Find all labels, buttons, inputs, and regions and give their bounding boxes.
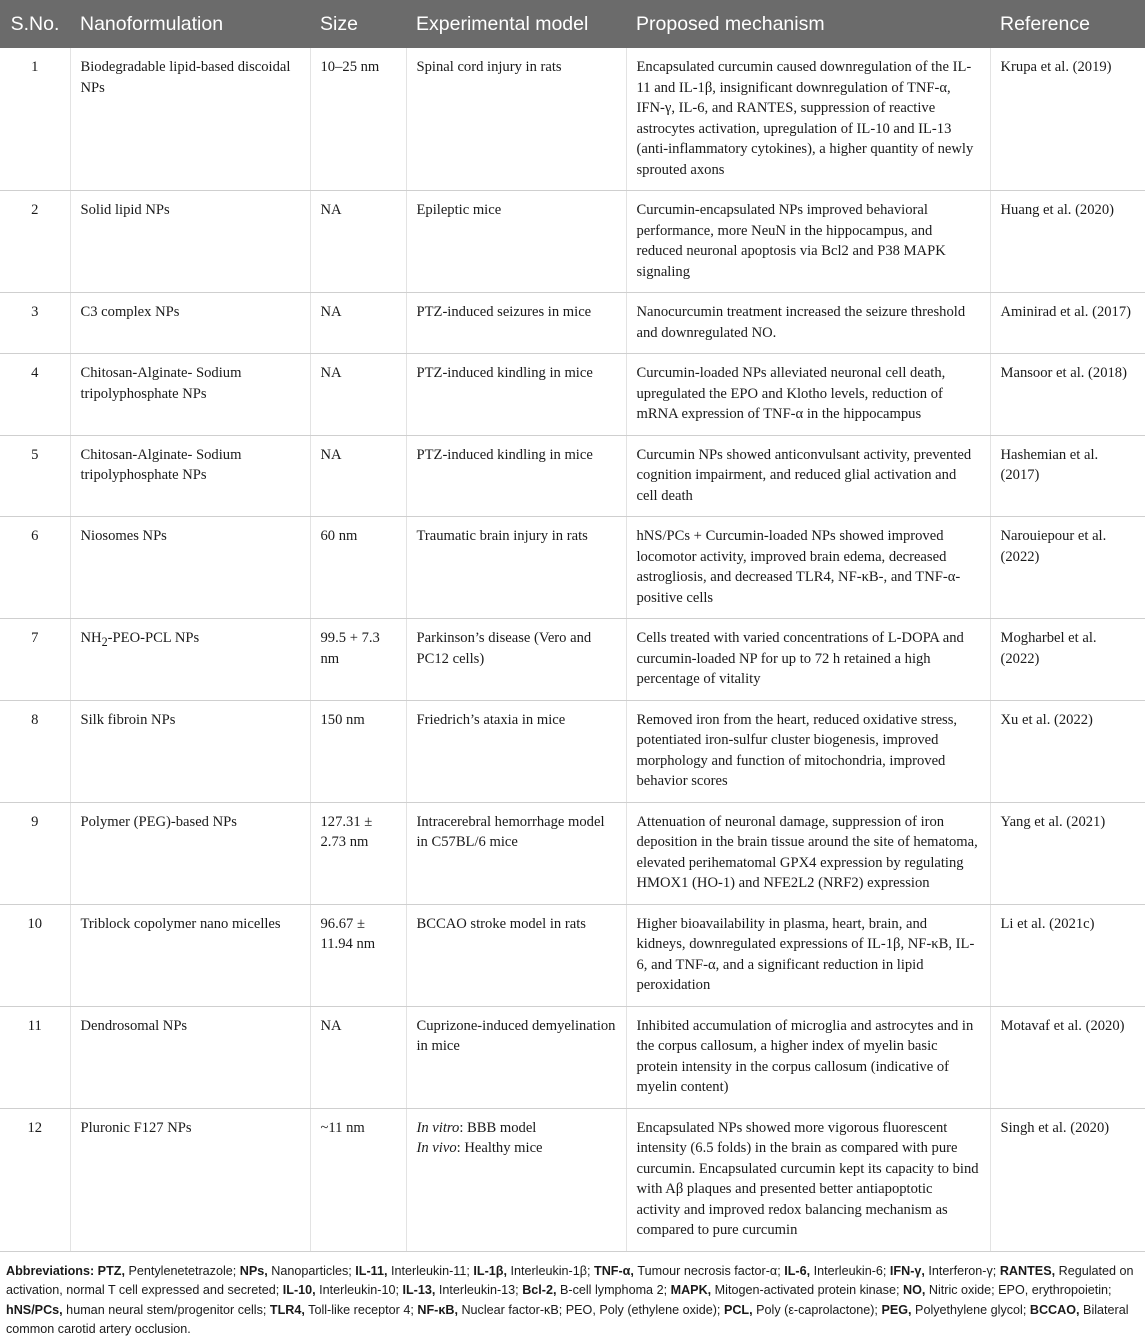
- table-row: [0, 802, 1145, 904]
- cell-mechanism: Encapsulated curcumin caused downregulation of the IL-11 and IL-1β, insignificant downregulation of TNF-α, IFN-γ, IL-6, and RANTES, suppression of reactive astrocytes activation, upregulation of IL-10 and IL-13 (anti-inflammatory cytokines), a higher quantity of newly sprouted axons: [626, 48, 990, 191]
- abbr-term: hNS/PCs,: [6, 1302, 63, 1317]
- cell-size: 99.5 + 7.3 nm: [310, 619, 406, 701]
- table-body: [0, 48, 1145, 1251]
- header-row: [0, 0, 1145, 48]
- in-vitro-label: In vitro: [416, 1119, 460, 1136]
- abbr-def: Pentylenetetrazole;: [124, 1263, 240, 1278]
- cell-size: 10–25 nm: [310, 48, 406, 191]
- abbr-def: Interleukin-11;: [387, 1263, 474, 1278]
- abbr-def: Nitric oxide; EPO, erythropoietin;: [925, 1283, 1112, 1297]
- abbr-term: MAPK,: [670, 1283, 712, 1297]
- table-row: [0, 904, 1145, 1006]
- cell-reference: Yang et al. (2021): [990, 802, 1145, 904]
- cell-mechanism: Encapsulated NPs showed more vigorous fluorescent intensity (6.5 folds) in the brain as compared with pure curcumin. Encapsulated curcumin kept its capacity to bind with Aβ plaques and presented better antiapoptotic activity and improved redox balancing mechanism as compared to pure curcumin: [626, 1108, 990, 1251]
- cell-nanoformulation: C3 complex NPs: [70, 293, 310, 354]
- cell-size: 127.31 ± 2.73 nm: [310, 802, 406, 904]
- cell-mechanism: Curcumin NPs showed anticonvulsant activity, prevented cognition impairment, and reduced glial activation and cell death: [626, 435, 990, 517]
- nano-suffix: -PEO-PCL NPs: [107, 630, 200, 646]
- cell-reference: Li et al. (2021c): [990, 904, 1145, 1006]
- cell-experimental-model: Parkinson’s disease (Vero and PC12 cells): [406, 619, 626, 701]
- cell-mechanism: Cells treated with varied concentrations of L-DOPA and curcumin-loaded NP for up to 72 h retained a high percentage of vitality: [626, 619, 990, 701]
- abbreviations-label: Abbreviations:: [6, 1263, 95, 1278]
- table-row: [0, 354, 1145, 436]
- cell-experimental-model: PTZ-induced kindling in mice: [406, 354, 626, 436]
- abbr-def: Polyethylene glycol;: [911, 1302, 1030, 1317]
- cell-reference: Hashemian et al. (2017): [990, 435, 1145, 517]
- cell-nanoformulation: Pluronic F127 NPs: [70, 1108, 310, 1251]
- abbr-def: Toll-like receptor 4;: [304, 1302, 418, 1317]
- cell-mechanism: Curcumin-encapsulated NPs improved behavioral performance, more NeuN in the hippocampus, and reduced neuronal apoptosis via Bcl2 and P38 MAPK signaling: [626, 191, 990, 293]
- table-row: [0, 517, 1145, 619]
- cell-nanoformulation: Dendrosomal NPs: [70, 1006, 310, 1108]
- abbr-term: PTZ,: [97, 1263, 125, 1278]
- cell-experimental-model: [406, 1108, 626, 1251]
- table-header: [0, 0, 1145, 48]
- cell-nanoformulation: Biodegradable lipid-based discoidal NPs: [70, 48, 310, 191]
- cell-nanoformulation: Niosomes NPs: [70, 517, 310, 619]
- cell-mechanism: Removed iron from the heart, reduced oxidative stress, potentiated iron-sulfur cluster biogenesis, improved morphology and function of mitochondria, improved behavior scores: [626, 700, 990, 802]
- in-vivo-label: In vivo: [416, 1140, 457, 1156]
- abbreviations-footnote: [0, 1252, 1145, 1340]
- abbr-def: human neural stem/progenitor cells;: [62, 1302, 270, 1317]
- abbr-def: Nanoparticles;: [267, 1263, 356, 1278]
- cell-size: NA: [310, 435, 406, 517]
- cell-sno: 2: [0, 191, 70, 293]
- cell-reference: Huang et al. (2020): [990, 191, 1145, 293]
- abbr-term: NF-κB,: [417, 1302, 458, 1317]
- cell-reference: Narouiepour et al. (2022): [990, 517, 1145, 619]
- abbr-term: IL-11,: [355, 1263, 388, 1278]
- abbr-def: Interleukin-6;: [810, 1263, 890, 1278]
- cell-size: NA: [310, 1006, 406, 1108]
- table-row: [0, 191, 1145, 293]
- cell-sno: 7: [0, 619, 70, 701]
- cell-experimental-model: Traumatic brain injury in rats: [406, 517, 626, 619]
- cell-experimental-model: Friedrich’s ataxia in mice: [406, 700, 626, 802]
- abbr-term: PCL,: [723, 1302, 753, 1317]
- abbr-def: Interleukin-1β;: [506, 1263, 594, 1278]
- table-row: [0, 619, 1145, 701]
- cell-experimental-model: BCCAO stroke model in rats: [406, 904, 626, 1006]
- header-experimental-model: Experimental model: [416, 12, 589, 35]
- cell-size: NA: [310, 191, 406, 293]
- abbr-term: IL-6,: [784, 1263, 811, 1278]
- cell-sno: 5: [0, 435, 70, 517]
- abbr-term: IL-1β,: [473, 1263, 507, 1278]
- cell-nanoformulation: Triblock copolymer nano micelles: [70, 904, 310, 1006]
- cell-nanoformulation: Silk fibroin NPs: [70, 700, 310, 802]
- cell-nanoformulation: Solid lipid NPs: [70, 191, 310, 293]
- table-row: [0, 1108, 1145, 1251]
- cell-sno: 1: [0, 48, 70, 191]
- abbr-term: RANTES,: [999, 1263, 1056, 1278]
- in-vitro-text: : BBB model: [459, 1119, 537, 1136]
- abbr-term: IFN-γ,: [889, 1263, 925, 1278]
- cell-nanoformulation: Chitosan-Alginate- Sodium tripolyphosphate NPs: [70, 354, 310, 436]
- cell-mechanism: Inhibited accumulation of microglia and astrocytes and in the corpus callosum, a higher index of myelin basic protein intensity in the corpus callosum (indicative of myelin content): [626, 1006, 990, 1108]
- cell-size: 60 nm: [310, 517, 406, 619]
- cell-size: NA: [310, 354, 406, 436]
- abbr-term: Bcl-2,: [522, 1283, 557, 1297]
- abbr-def: Interferon-γ;: [924, 1263, 1000, 1278]
- cell-sno: 8: [0, 700, 70, 802]
- cell-reference: Mogharbel et al. (2022): [990, 619, 1145, 701]
- cell-reference: Mansoor et al. (2018): [990, 354, 1145, 436]
- cell-mechanism: Higher bioavailability in plasma, heart, brain, and kidneys, downregulated expressions of IL-1β, NF-κB, IL-6, and TNF-α, and a significant reduction in lipid peroxidation: [626, 904, 990, 1006]
- abbr-def: Mitogen-activated protein kinase;: [711, 1283, 903, 1297]
- abbr-term: IL-10,: [282, 1283, 316, 1297]
- cell-mechanism: Curcumin-loaded NPs alleviated neuronal cell death, upregulated the EPO and Klotho levels, reduction of mRNA expression of TNF-α in the hippocampus: [626, 354, 990, 436]
- abbr-term: IL-13,: [402, 1283, 436, 1297]
- cell-mechanism: Nanocurcumin treatment increased the seizure threshold and downregulated NO.: [626, 293, 990, 354]
- cell-experimental-model: PTZ-induced kindling in mice: [406, 435, 626, 517]
- table-row: [0, 435, 1145, 517]
- nano-prefix: NH: [80, 630, 102, 646]
- cell-reference: Xu et al. (2022): [990, 700, 1145, 802]
- model-in-vitro: [417, 1118, 616, 1139]
- cell-nanoformulation: [70, 619, 310, 701]
- cell-sno: 10: [0, 904, 70, 1006]
- header-reference: Reference: [1000, 12, 1090, 35]
- cell-size: NA: [310, 293, 406, 354]
- cell-experimental-model: Intracerebral hemorrhage model in C57BL/6 mice: [406, 802, 626, 904]
- header-nanoformulation: Nanoformulation: [80, 12, 224, 35]
- cell-reference: Motavaf et al. (2020): [990, 1006, 1145, 1108]
- cell-mechanism: hNS/PCs + Curcumin-loaded NPs showed improved locomotor activity, improved brain edema, decreased astrogliosis, and decreased TLR4, NF-κB-, and TNF-α- positive cells: [626, 517, 990, 619]
- table-row: [0, 48, 1145, 191]
- abbr-def: Bilateral common carotid artery occlusion.: [6, 1302, 1129, 1336]
- abbr-def: Tumour necrosis factor-α;: [633, 1263, 785, 1278]
- cell-sno: 6: [0, 517, 70, 619]
- abbr-def: Regulated on activation, normal T cell expressed and secreted;: [6, 1263, 1134, 1297]
- in-vivo-text: : Healthy mice: [456, 1140, 543, 1156]
- cell-mechanism: Attenuation of neuronal damage, suppression of iron deposition in the brain tissue around the site of hematoma, elevated perihematomal GPX4 expression by regulating HMOX1 (HO-1) and NFE2L2 (NRF2) expression: [626, 802, 990, 904]
- cell-size: ~11 nm: [310, 1108, 406, 1251]
- model-in-vivo: [417, 1138, 616, 1159]
- abbr-term: TNF-α,: [594, 1263, 634, 1278]
- cell-size: 96.67 ± 11.94 nm: [310, 904, 406, 1006]
- abbr-def: Interleukin-13;: [435, 1283, 523, 1297]
- header-size: Size: [320, 12, 358, 35]
- cell-nanoformulation: Polymer (PEG)-based NPs: [70, 802, 310, 904]
- cell-experimental-model: Epileptic mice: [406, 191, 626, 293]
- abbr-def: Poly (ε-caprolactone);: [752, 1302, 882, 1317]
- abbr-def: Nuclear factor-κB; PEO, Poly (ethylene oxide);: [457, 1302, 724, 1317]
- header-proposed-mechanism: Proposed mechanism: [636, 12, 825, 35]
- cell-reference: Krupa et al. (2019): [990, 48, 1145, 191]
- cell-experimental-model: PTZ-induced seizures in mice: [406, 293, 626, 354]
- cell-nanoformulation: Chitosan-Alginate- Sodium tripolyphosphate NPs: [70, 435, 310, 517]
- abbr-term: NPs,: [239, 1263, 268, 1278]
- cell-experimental-model: Spinal cord injury in rats: [406, 48, 626, 191]
- table-row: [0, 1006, 1145, 1108]
- cell-experimental-model: Cuprizone-induced demyelination in mice: [406, 1006, 626, 1108]
- cell-sno: 3: [0, 293, 70, 354]
- abbr-term: NO,: [902, 1283, 926, 1297]
- cell-sno: 4: [0, 354, 70, 436]
- header-sno: S.No.: [10, 12, 60, 35]
- nano-subscript: 2: [101, 634, 108, 649]
- abbr-def: B-cell lymphoma 2;: [556, 1283, 671, 1297]
- abbr-term: BCCAO,: [1029, 1302, 1080, 1317]
- abbr-term: PEG,: [881, 1302, 912, 1317]
- table-row: [0, 293, 1145, 354]
- cell-reference: Aminirad et al. (2017): [990, 293, 1145, 354]
- cell-size: 150 nm: [310, 700, 406, 802]
- cell-reference: Singh et al. (2020): [990, 1108, 1145, 1251]
- cell-sno: 9: [0, 802, 70, 904]
- abbr-def: Interleukin-10;: [315, 1283, 403, 1297]
- abbr-term: TLR4,: [269, 1302, 305, 1317]
- cell-sno: 12: [0, 1108, 70, 1251]
- table-row: [0, 700, 1145, 802]
- cell-sno: 11: [0, 1006, 70, 1108]
